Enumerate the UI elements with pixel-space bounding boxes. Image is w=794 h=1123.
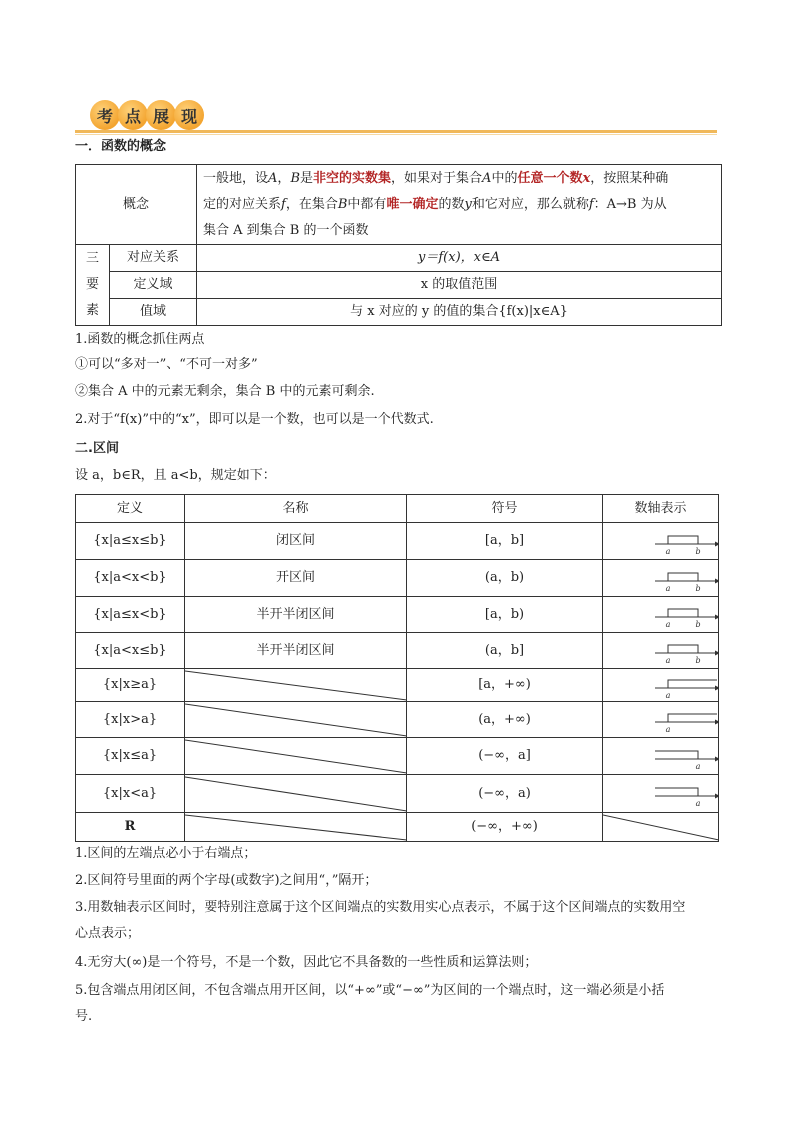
interval-row — [76, 633, 719, 669]
interval-name: 闭区间 — [185, 523, 407, 560]
note-line: 2.对于“f(x)”中的“x”，即可以是一个数，也可以是一个代数式. — [75, 412, 434, 427]
interval-row — [76, 597, 719, 633]
interval-ray-right — [668, 714, 717, 722]
number-line — [603, 738, 719, 775]
interval-symbol: (a，+∞) — [407, 702, 603, 738]
interval-definition: {x|x≤a} — [76, 738, 185, 775]
note-line: 3.用数轴表示区间时，要特别注意属于这个区间端点的实数用实心点表示，不属于这个区间端点的实数用空 — [75, 900, 686, 915]
concept-label: 概念 — [76, 165, 197, 245]
number-line-diagram — [603, 523, 719, 560]
number-line-diagram — [603, 633, 719, 669]
concept-definition: 一般地，设A，B是非空的实数集，如果对于集合A中的任意一个数x，按照某种确 定的对应关系f，在集合B中都有唯一确定的数y和它对应，那么就称f：A→B 为从 集合 A 到集合 B 的一个函数 — [197, 165, 722, 245]
axis-label-b: b — [695, 547, 701, 556]
interval-symbol: (−∞，a] — [407, 738, 603, 775]
interval-definition: {x|x<a} — [76, 775, 185, 813]
number-line — [603, 597, 719, 633]
diagonal-line — [185, 775, 407, 813]
note-line: 2.区间符号里面的两个字母(或数字)之间用“，”隔开； — [75, 873, 378, 888]
interval-name: 半开半闭区间 — [185, 633, 407, 669]
interval-table — [75, 494, 719, 842]
interval-symbol: (−∞，a) — [407, 775, 603, 813]
interval-ray-left — [655, 788, 698, 796]
interval-definition: {x|a<x<b} — [76, 560, 185, 597]
number-line-diagram — [603, 560, 719, 597]
element-value: x 的取值范围 — [197, 272, 722, 299]
number-line — [603, 775, 719, 813]
number-line-diagram — [603, 775, 719, 813]
diagonal-line — [603, 813, 719, 842]
interval-ray-right — [668, 680, 717, 688]
axis-label-a: a — [665, 656, 671, 665]
banner-char: 考 — [90, 100, 120, 130]
section2-intro: 设 a，b∈R，且 a<b，规定如下： — [75, 468, 276, 483]
banner-rule-thin — [75, 134, 717, 135]
header-definition: 定义 — [76, 495, 185, 523]
diagonal-cell — [185, 775, 407, 813]
concept-table — [75, 164, 722, 326]
interval-row — [76, 560, 719, 597]
banner-char: 展 — [146, 100, 176, 130]
interval-bracket — [668, 573, 698, 581]
axis-label-a: a — [665, 725, 671, 734]
three-elements-label: 三 要 素 — [76, 245, 110, 326]
note-line: 1.区间的左端点必小于右端点； — [75, 846, 257, 861]
interval-definition: {x|a≤x≤b} — [76, 523, 185, 560]
header-name: 名称 — [185, 495, 407, 523]
interval-symbol: [a，b) — [407, 597, 603, 633]
axis-label-a: a — [665, 547, 671, 556]
interval-bracket — [668, 645, 698, 653]
interval-name: 开区间 — [185, 560, 407, 597]
interval-definition: {x|x>a} — [76, 702, 185, 738]
axis-label-a: a — [695, 799, 701, 808]
number-line — [603, 633, 719, 669]
banner-char: 现 — [174, 100, 204, 130]
header-number-line: 数轴表示 — [603, 495, 719, 523]
interval-row — [76, 775, 719, 813]
note-line: 心点表示； — [75, 926, 141, 941]
interval-bracket — [668, 536, 698, 544]
interval-bracket — [668, 609, 698, 617]
interval-symbol: [a，b] — [407, 523, 603, 560]
number-line-diagram — [603, 702, 719, 738]
note-line: 1.函数的概念抓住两点 — [75, 332, 205, 347]
axis-label-a: a — [695, 762, 701, 771]
diagonal-line — [185, 813, 407, 842]
interval-definition: {x|x≥a} — [76, 669, 185, 702]
diagonal-line — [185, 702, 407, 738]
diagonal-line — [185, 738, 407, 775]
element-label: 对应关系 — [110, 245, 197, 272]
element-label: 值域 — [110, 299, 197, 326]
interval-row — [76, 669, 719, 702]
interval-row — [76, 702, 719, 738]
axis-label-b: b — [695, 584, 701, 593]
axis-arrow — [715, 615, 719, 620]
section1-title: 一．函数的概念 — [75, 139, 167, 154]
axis-arrow — [715, 720, 719, 725]
section-banner — [90, 100, 202, 130]
note-line: 4.无穷大(∞)是一个符号，不是一个数，因此它不具备数的一些性质和运算法则； — [75, 955, 538, 970]
axis-label-b: b — [695, 656, 701, 665]
diagonal-cell — [185, 669, 407, 702]
header-symbol: 符号 — [407, 495, 603, 523]
diagonal-cell — [185, 813, 407, 842]
interval-symbol: [a，+∞) — [407, 669, 603, 702]
diagonal-cell — [603, 813, 719, 842]
interval-symbol: (−∞，+∞) — [407, 813, 603, 842]
axis-label-a: a — [665, 620, 671, 629]
interval-name: 半开半闭区间 — [185, 597, 407, 633]
number-line — [603, 523, 719, 560]
number-line-diagram — [603, 738, 719, 775]
axis-arrow — [715, 542, 719, 547]
section2-title: 二.区间 — [75, 441, 119, 456]
axis-label-a: a — [665, 691, 671, 700]
interval-definition: {x|a<x≤b} — [76, 633, 185, 669]
banner-rule — [75, 130, 717, 133]
axis-arrow — [715, 686, 719, 691]
interval-ray-left — [655, 751, 698, 759]
interval-symbol: (a，b] — [407, 633, 603, 669]
axis-arrow — [715, 579, 719, 584]
note-line: ②集合 A 中的元素无剩余，集合 B 中的元素可剩余. — [75, 384, 375, 399]
number-line — [603, 560, 719, 597]
axis-arrow — [715, 651, 719, 656]
number-line-diagram — [603, 597, 719, 633]
banner-char: 点 — [118, 100, 148, 130]
note-line: 号. — [75, 1009, 93, 1024]
interval-row — [76, 813, 719, 842]
number-line-diagram — [603, 669, 719, 702]
element-label: 定义域 — [110, 272, 197, 299]
element-value: y＝f(x)，x∈A — [197, 245, 722, 272]
axis-label-a: a — [665, 584, 671, 593]
diagonal-line — [185, 669, 407, 702]
interval-definition: {x|a≤x<b} — [76, 597, 185, 633]
interval-row — [76, 738, 719, 775]
interval-symbol: (a，b) — [407, 560, 603, 597]
diagonal-cell — [185, 738, 407, 775]
note-line: 5.包含端点用闭区间，不包含端点用开区间，以“+∞”或“−∞”为区间的一个端点时，这一端必须是小括 — [75, 983, 665, 998]
axis-label-b: b — [695, 620, 701, 629]
number-line — [603, 702, 719, 738]
axis-arrow — [715, 794, 719, 799]
diagonal-cell — [185, 702, 407, 738]
element-value: 与 x 对应的 y 的值的集合{f(x)|x∈A} — [197, 299, 722, 326]
interval-row — [76, 523, 719, 560]
interval-definition: R — [76, 813, 185, 842]
note-line: ①可以“多对一”、“不可一对多” — [75, 357, 258, 372]
axis-arrow — [715, 757, 719, 762]
number-line — [603, 669, 719, 702]
